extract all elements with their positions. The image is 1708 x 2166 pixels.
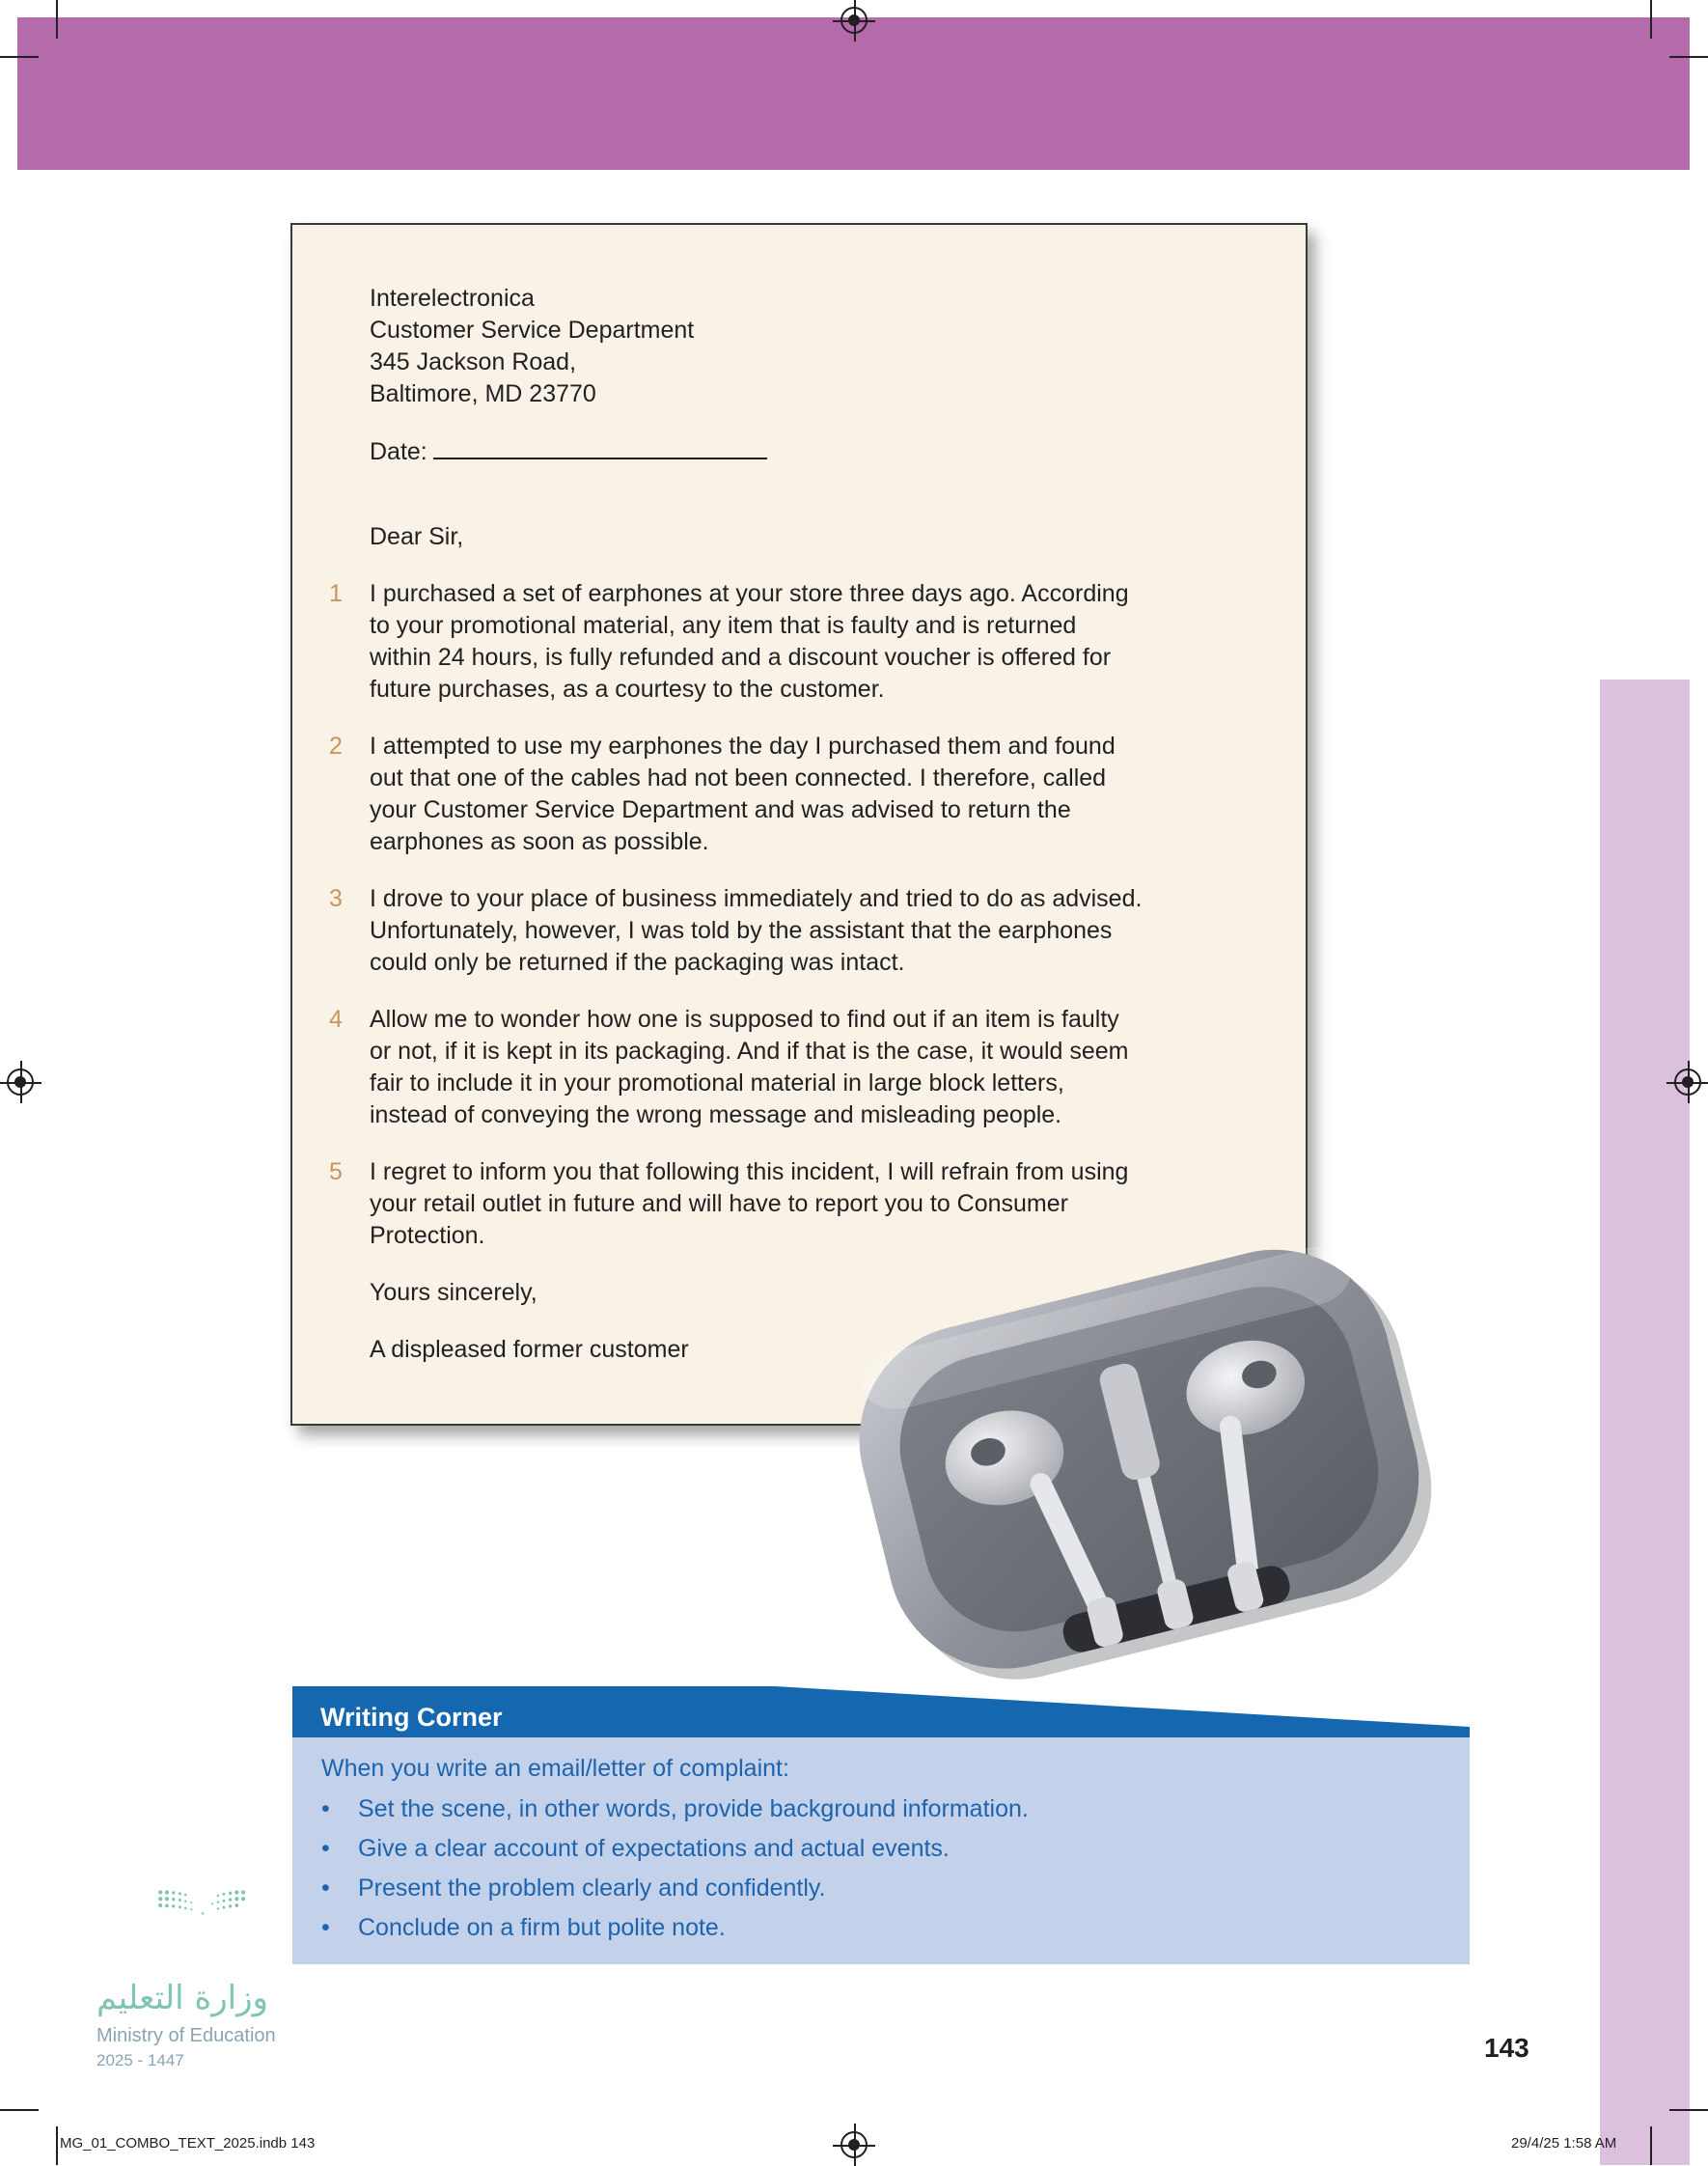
list-item-text: Give a clear account of expectations and actual events. (358, 1835, 950, 1862)
registration-mark-icon (1674, 1069, 1701, 1096)
list-item-text: Conclude on a firm but polite note. (358, 1914, 726, 1941)
crop-mark (1669, 56, 1708, 58)
paragraph-number: 2 (329, 733, 343, 760)
list-item (321, 1874, 1029, 1913)
recipient-address (370, 283, 1267, 410)
list-item (321, 1794, 1029, 1834)
paragraph-line: within 24 hours, is fully refunded and a discount voucher is offered for (370, 644, 1112, 671)
paragraph-line: I purchased a set of earphones at your store three days ago. According (370, 580, 1129, 607)
paragraph-line: I regret to inform you that following this incident, I will refrain from using (370, 1158, 1129, 1185)
paragraph-line: out that one of the cables had not been connected. I therefore, called (370, 764, 1107, 791)
print-slug-timestamp: 29/4/25 1:58 AM (1511, 2135, 1617, 2152)
registration-mark-icon (840, 2131, 868, 2158)
paragraph-line: instead of conveying the wrong message and misleading people. (370, 1101, 1062, 1128)
registration-mark-icon (840, 7, 868, 34)
address-line: Interelectronica (370, 285, 535, 312)
list-item-text: Present the problem clearly and confidently. (358, 1874, 826, 1902)
crop-mark (1650, 2126, 1652, 2165)
paragraph-line: I drove to your place of business immediately and tried to do as advised. (370, 885, 1143, 912)
date-line (370, 434, 1267, 468)
crop-mark (1669, 2109, 1708, 2111)
earphones-case-image (828, 1218, 1446, 1681)
bullet-icon: • (321, 1874, 330, 1902)
paragraph-number: 5 (329, 1158, 343, 1185)
paragraph-line: Unfortunately, however, I was told by the assistant that the earphones (370, 917, 1113, 944)
writing-corner-box (292, 1737, 1470, 1964)
ministry-year: 2025 - 1447 (96, 2051, 184, 2069)
paragraph-line: your Customer Service Department and was advised to return the (370, 796, 1071, 823)
paragraph-number: 3 (329, 885, 343, 912)
print-slug-file: MG_01_COMBO_TEXT_2025.indb 143 (60, 2135, 316, 2152)
paragraph-line: fair to include it in your promotional material in large block letters, (370, 1069, 1064, 1097)
paragraph-line: I attempted to use my earphones the day I purchased them and found (370, 733, 1116, 760)
ministry-logo-dots-icon (96, 1890, 309, 1967)
ministry-name-english: Ministry of Education (96, 2025, 276, 2046)
paragraph-line: earphones as soon as possible. (370, 828, 709, 855)
address-line: Baltimore, MD 23770 (370, 380, 596, 407)
writing-corner-intro: When you write an email/letter of complaint: (321, 1755, 789, 1782)
date-label: Date: (370, 438, 427, 465)
writing-corner-title: Writing Corner (320, 1703, 503, 1732)
crop-mark (56, 2126, 58, 2165)
bullet-icon: • (321, 1795, 330, 1822)
ministry-name-arabic: وزارة التعليم (96, 1979, 268, 2017)
letter-signature: A displeased former customer (370, 1336, 689, 1363)
letter-paragraph (329, 731, 1267, 858)
writing-corner-list (321, 1794, 1029, 1953)
paragraph-line: your retail outlet in future and will have to report you to Consumer (370, 1190, 1068, 1217)
letter-closing: Yours sincerely, (370, 1279, 537, 1306)
paragraph-line: or not, if it is kept in its packaging. And if that is the case, it would seem (370, 1038, 1129, 1065)
paragraph-line: could only be returned if the packaging was intact. (370, 949, 905, 976)
address-line: Customer Service Department (370, 317, 695, 344)
letter-paragraph (329, 578, 1267, 706)
letter-paragraph (329, 1004, 1267, 1131)
paragraph-number: 4 (329, 1006, 343, 1033)
paragraph-line: Protection. (370, 1222, 485, 1249)
paragraph-number: 1 (329, 580, 343, 607)
registration-mark-icon (7, 1069, 34, 1096)
paragraph-line: future purchases, as a courtesy to the customer. (370, 676, 885, 703)
paragraph-line: to your promotional material, any item that is faulty and is returned (370, 612, 1077, 639)
salutation: Dear Sir, (370, 523, 464, 550)
list-item (321, 1913, 1029, 1953)
letter-paragraph (329, 883, 1267, 979)
list-item-text: Set the scene, in other words, provide background information. (358, 1795, 1029, 1822)
date-blank (433, 434, 767, 459)
bullet-icon: • (321, 1835, 330, 1862)
paragraph-line: Allow me to wonder how one is supposed to find out if an item is faulty (370, 1006, 1119, 1033)
address-line: 345 Jackson Road, (370, 348, 577, 375)
bullet-icon: • (321, 1914, 330, 1941)
crop-mark (0, 56, 39, 58)
side-color-band (1600, 680, 1690, 2165)
crop-mark (0, 2109, 39, 2111)
crop-mark (1650, 0, 1652, 39)
crop-mark (56, 0, 58, 39)
page-number: 143 (1484, 2033, 1529, 2063)
list-item (321, 1834, 1029, 1874)
